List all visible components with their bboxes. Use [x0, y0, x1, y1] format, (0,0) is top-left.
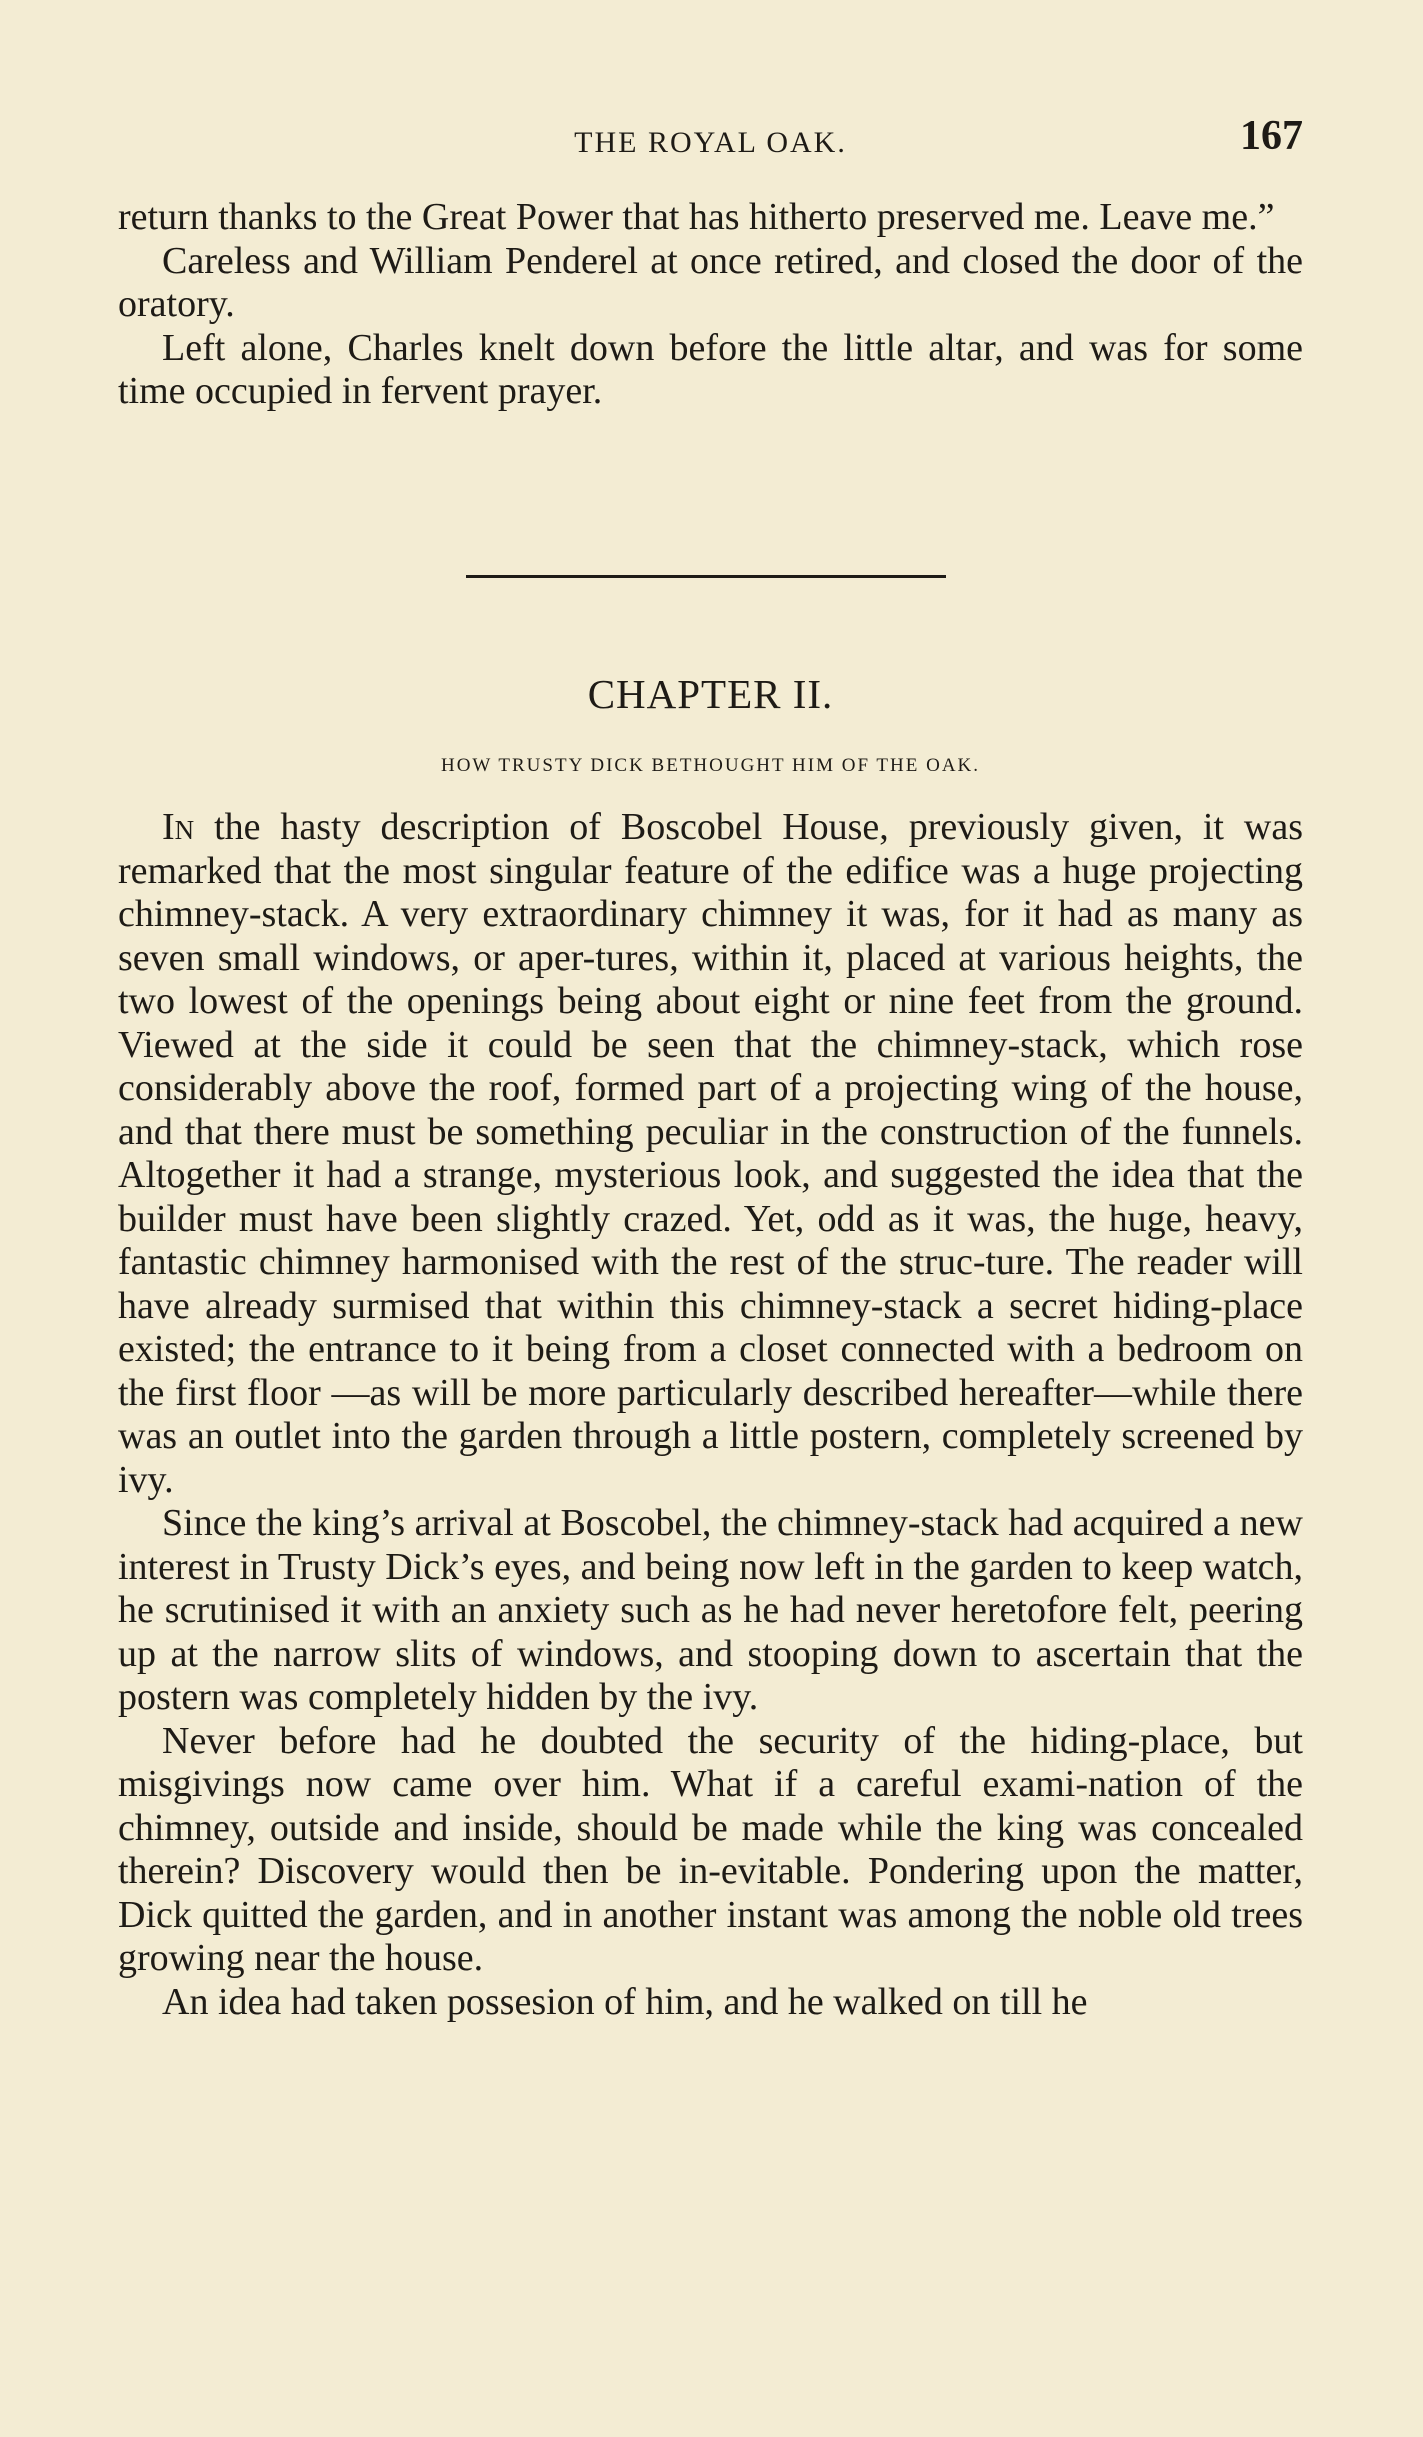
paragraph: Since the king’s arrival at Boscobel, the chimney-stack had acquired a new interest in Trusty Dick’s eyes, and being now left in the garden to keep watch, he scrutinised it with an anxiety such as he had never heretofore felt, peering up at the narrow slits of windows, and stooping down to ascertain that the postern was completely hidden by the ivy. [118, 1502, 1303, 1718]
paragraph: An idea had taken possesion of him, and he walked on till he [162, 1980, 1088, 2023]
chapter-body [118, 806, 1303, 2024]
section-divider [466, 575, 946, 578]
paragraph: Careless and William Penderel at once retired, and closed the door of the oratory. [118, 239, 1303, 325]
chapter-opening-paragraph [118, 806, 1303, 1502]
paragraph: Left alone, Charles knelt down before the little altar, and was for some time occupied in fervent prayer. [118, 326, 1303, 412]
paragraph: Never before had he doubted the security of the hiding-place, but misgivings now came over him. What if a careful exami-nation of the chimney, outside and inside, should be made while the king was concealed therein? Discovery would then be in-evitable. Pondering upon the matter, Dick quitted the garden, and in another instant was among the noble old trees growing near the house. [118, 1719, 1303, 1979]
chapter-subtitle: HOW TRUSTY DICK BETHOUGHT HIM OF THE OAK. [440, 755, 981, 776]
paragraph-continuation: return thanks to the Great Power that has hitherto preserved me. Leave me.” [118, 196, 1275, 238]
opening-initial: In [162, 806, 195, 848]
opening-text: the hasty description of Boscobel House, previously given, it was remarked that the most singular feature of the edifice was a huge projecting chimney-stack. A very extraordinary chimney it was, for it had as many as seven small windows, or aper-tures, within it, placed at various heights, the two lowest of the openings being about eight or nine feet from the ground. Viewed at the side it could be seen that the chimney-stack, which rose considerably above the roof, formed part of a projecting wing of the house, and that there must be something peculiar in the construction of the funnels. Altogether it had a strange, mysterious look, and suggested the idea that the builder must have been slightly crazed. Yet, odd as it was, the huge, heavy, fantastic chimney harmonised with the rest of the struc-ture. The reader will have already surmised that within this chimney-stack a secret hiding-place existed; the entrance to it being from a closet connected with a bedroom on the first floor —as will be more particularly described hereafter—while there was an outlet into the garden through a little postern, completely screened by ivy. [118, 806, 1303, 1501]
chapter-heading: CHAPTER II. [587, 671, 834, 717]
running-title: THE ROYAL OAK. [574, 126, 847, 159]
top-section [118, 196, 1303, 414]
running-head [118, 112, 1303, 172]
page-number: 167 [1240, 113, 1303, 159]
